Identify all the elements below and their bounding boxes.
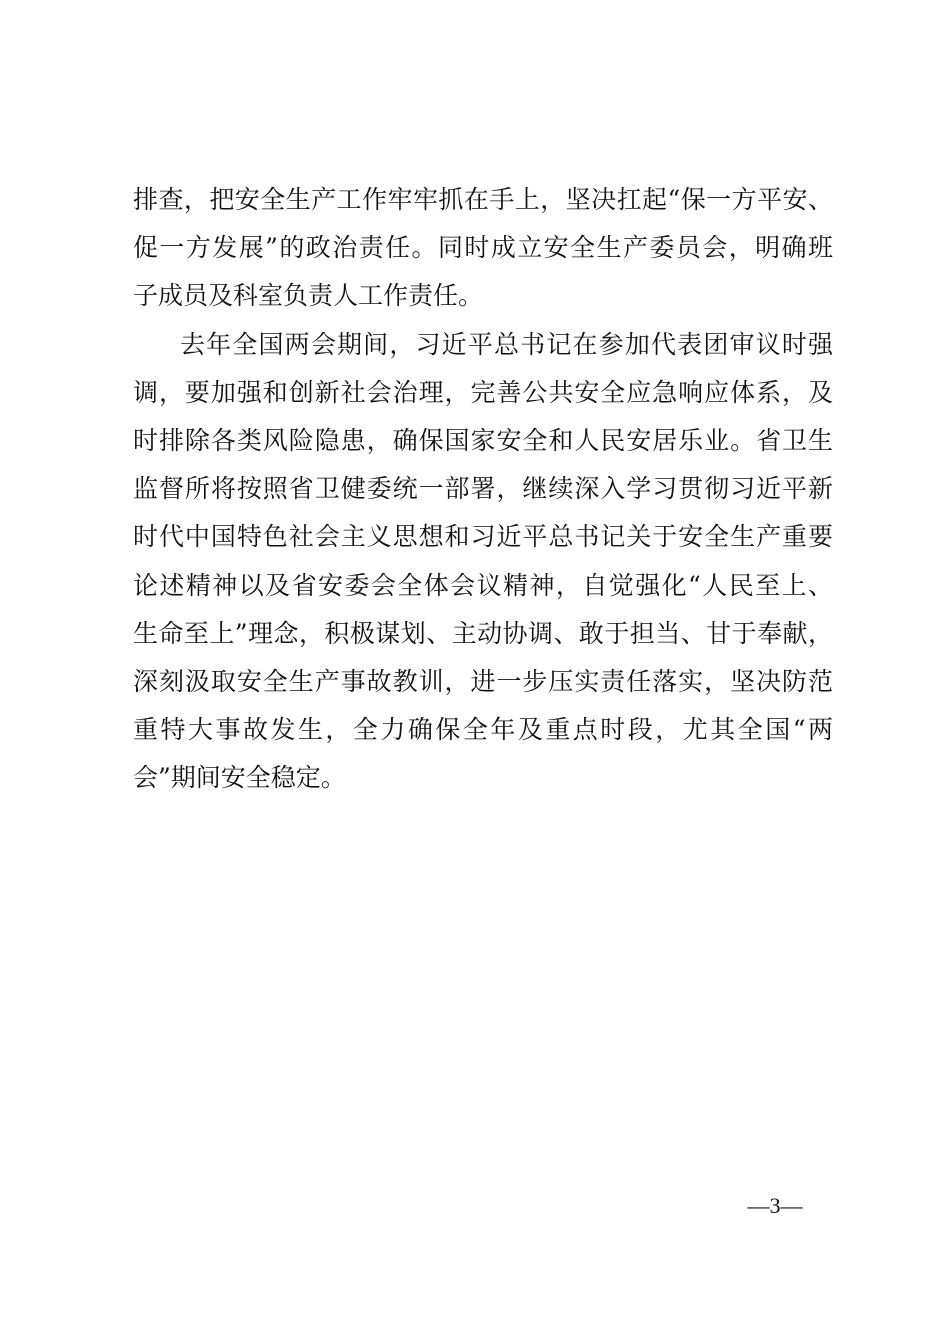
paragraph-1-line-1: 排查，把安全生产工作牢牢抓在手上，坚决扛起“保一方平安、 [133,185,833,214]
paragraph-2-line-6: 论述精神以及省安委会全体会议精神，自觉强化“人民至上、 [133,571,833,600]
paragraph-2-line-1: 去年全国两会期间，习近平总书记在参加代表团审议时强 [180,330,833,359]
paragraph-2-line-7: 生命至上”理念，积极谋划、主动协调、敢于担当、甘于奉献， [133,619,833,648]
page-number: —3— [747,1193,803,1218]
paragraph-2-line-10: 会”期间安全稳定。 [133,763,346,792]
paragraph-2-line-4: 监督所将按照省卫健委统一部署，继续深入学习贯彻习近平新 [133,474,833,503]
paragraph-2-line-9: 重特大事故发生，全力确保全年及重点时段，尤其全国“两 [133,715,833,744]
paragraph-2-line-2: 调，要加强和创新社会治理，完善公共安全应急响应体系，及 [133,378,833,407]
paragraph-2-line-5: 时代中国特色社会主义思想和习近平总书记关于安全生产重要 [133,522,833,551]
paragraph-2-line-8: 深刻汲取安全生产事故教训，进一步压实责任落实，坚决防范 [133,667,833,696]
paragraph-1-line-3: 子成员及科室负责人工作责任。 [133,281,484,310]
paragraph-1-line-2: 促一方发展”的政治责任。同时成立安全生产委员会，明确班 [133,233,833,262]
paragraph-2-line-3: 时排除各类风险隐患，确保国家安全和人民安居乐业。省卫生 [133,426,833,455]
